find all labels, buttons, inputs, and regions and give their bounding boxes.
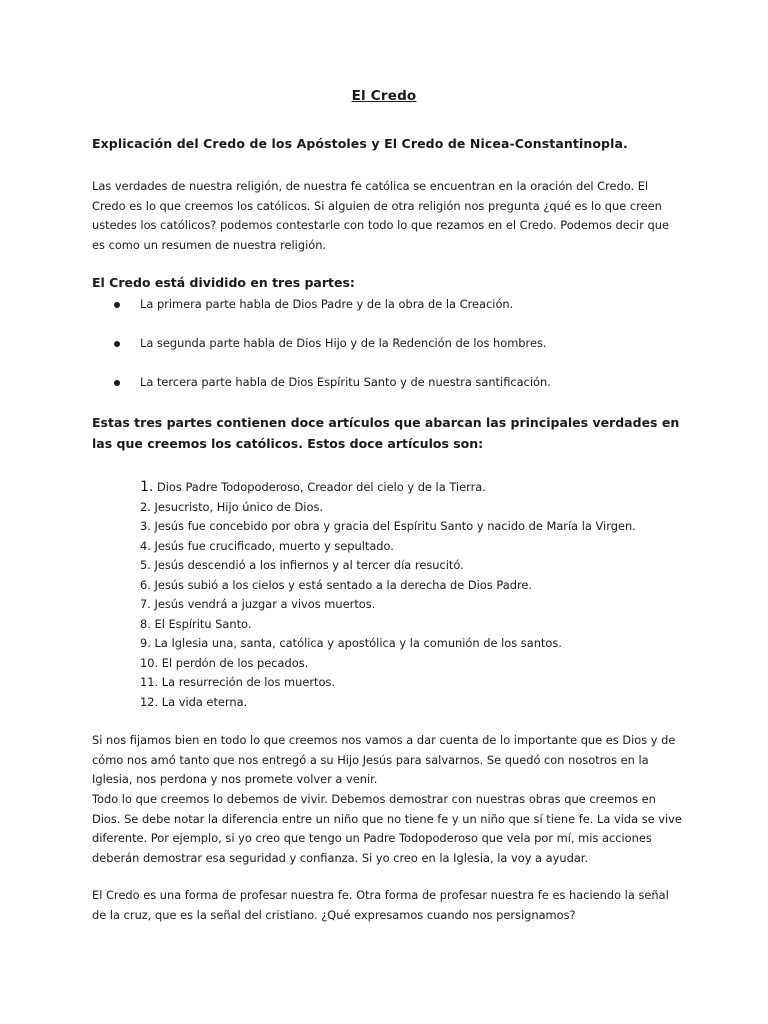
article-number: 2. <box>140 499 151 514</box>
article-text: Jesucristo, Hijo único de Dios. <box>154 499 324 514</box>
parts-list-item <box>110 334 551 373</box>
article-item <box>140 576 636 596</box>
parts-list <box>110 295 551 412</box>
article-number: 9. <box>140 636 151 650</box>
article-number: 5. <box>140 558 151 572</box>
article-item <box>140 634 636 654</box>
parts-item-text: La segunda parte habla de Dios Hijo y de la Redención de los hombres. <box>140 336 547 350</box>
parts-list-item <box>110 295 551 334</box>
articles-list <box>140 478 636 712</box>
article-number: 10. <box>140 655 159 670</box>
article-number: 8. <box>140 616 151 631</box>
article-text: Dios Padre Todopoderoso, Creador del cielo y de la Tierra. <box>156 480 486 494</box>
article-item <box>140 478 636 498</box>
body-paragraph: Si nos fijamos bien en todo lo que creemos nos vamos a dar cuenta de lo importante que es Dios y de cómo nos amó tanto que nos entregó a su Hijo Jesús para salvarnos. Se quedó con nosotros en la Iglesia, nos perdona y nos promete volver a venir. <box>92 733 676 786</box>
article-number: 11. <box>140 675 159 689</box>
bullet-icon <box>114 341 120 347</box>
article-text: La vida eterna. <box>161 694 248 709</box>
article-item <box>140 615 636 635</box>
body-paragraph: Todo lo que creemos lo debemos de vivir. Debemos demostrar con nuestras obras que creemos en Dios. Se debe notar la diferencia entre un niño que no tiene fe y un niño que sí tiene fe. La vida se vive diferente. Por ejemplo, si yo creo que tengo un Padre Todopoderoso que vela por mí, mis acciones deberán demostrar esa seguridad y confianza. Si yo creo en la Iglesia, la voy a ayudar. <box>92 792 682 865</box>
article-item <box>140 537 636 557</box>
parts-item-text: La primera parte habla de Dios Padre y de la obra de la Creación. <box>140 297 514 311</box>
article-text: Jesús fue concebido por obra y gracia del Espíritu Santo y nacido de María la Virgen. <box>154 519 636 533</box>
article-number: 4. <box>140 538 151 553</box>
article-number: 6. <box>140 577 151 592</box>
article-text: Jesús subió a los cielos y está sentado a la derecha de Dios Padre. <box>154 577 533 592</box>
article-number: 12. <box>140 694 159 709</box>
document-title: El Credo <box>351 88 417 104</box>
articles-heading: Estas tres partes contienen doce artículos que abarcan las principales verdades en las que creemos los católicos. Estos doce artículos son: <box>92 415 680 451</box>
article-number: 1. <box>140 479 154 495</box>
intro-paragraph: Las verdades de nuestra religión, de nuestra fe católica se encuentran en la oración del Credo. El Credo es lo que creemos los católicos. Si alguien de otra religión nos pregunta ¿qué es lo que creen ustedes los católicos? podemos contestarle con todo lo que rezamos en el Credo. Podemos decir que es como un resumen de nuestra religión. <box>92 179 669 252</box>
article-item <box>140 595 636 615</box>
parts-heading: El Credo está dividido en tres partes: <box>92 275 355 290</box>
article-text: Jesús vendrá a juzgar a vivos muertos. <box>154 597 376 611</box>
article-item <box>140 556 636 576</box>
document-subtitle: Explicación del Credo de los Apóstoles y El Credo de Nicea-Constantinopla. <box>92 136 628 151</box>
article-text: Jesús descendió a los infiernos y al tercer día resucitó. <box>154 558 464 572</box>
article-number: 7. <box>140 597 151 611</box>
article-text: Jesús fue crucificado, muerto y sepultado. <box>154 538 394 553</box>
bullet-icon <box>114 302 120 308</box>
article-item <box>140 654 636 674</box>
article-number: 3. <box>140 519 151 533</box>
body-paragraph: El Credo es una forma de profesar nuestra fe. Otra forma de profesar nuestra fe es haciendo la señal de la cruz, que es la señal del cristiano. ¿Qué expresamos cuando nos persignamos? <box>92 888 669 922</box>
parts-item-text: La tercera parte habla de Dios Espíritu Santo y de nuestra santificación. <box>140 375 551 389</box>
parts-list-item <box>110 373 551 412</box>
article-item <box>140 693 636 713</box>
article-text: La resurreción de los muertos. <box>161 675 335 689</box>
article-item <box>140 673 636 693</box>
article-text: La Iglesia una, santa, católica y apostólica y la comunión de los santos. <box>154 636 562 650</box>
bullet-icon <box>114 380 120 386</box>
article-text: El Espíritu Santo. <box>154 616 252 631</box>
article-item <box>140 498 636 518</box>
article-text: El perdón de los pecados. <box>161 655 309 670</box>
article-item <box>140 517 636 537</box>
